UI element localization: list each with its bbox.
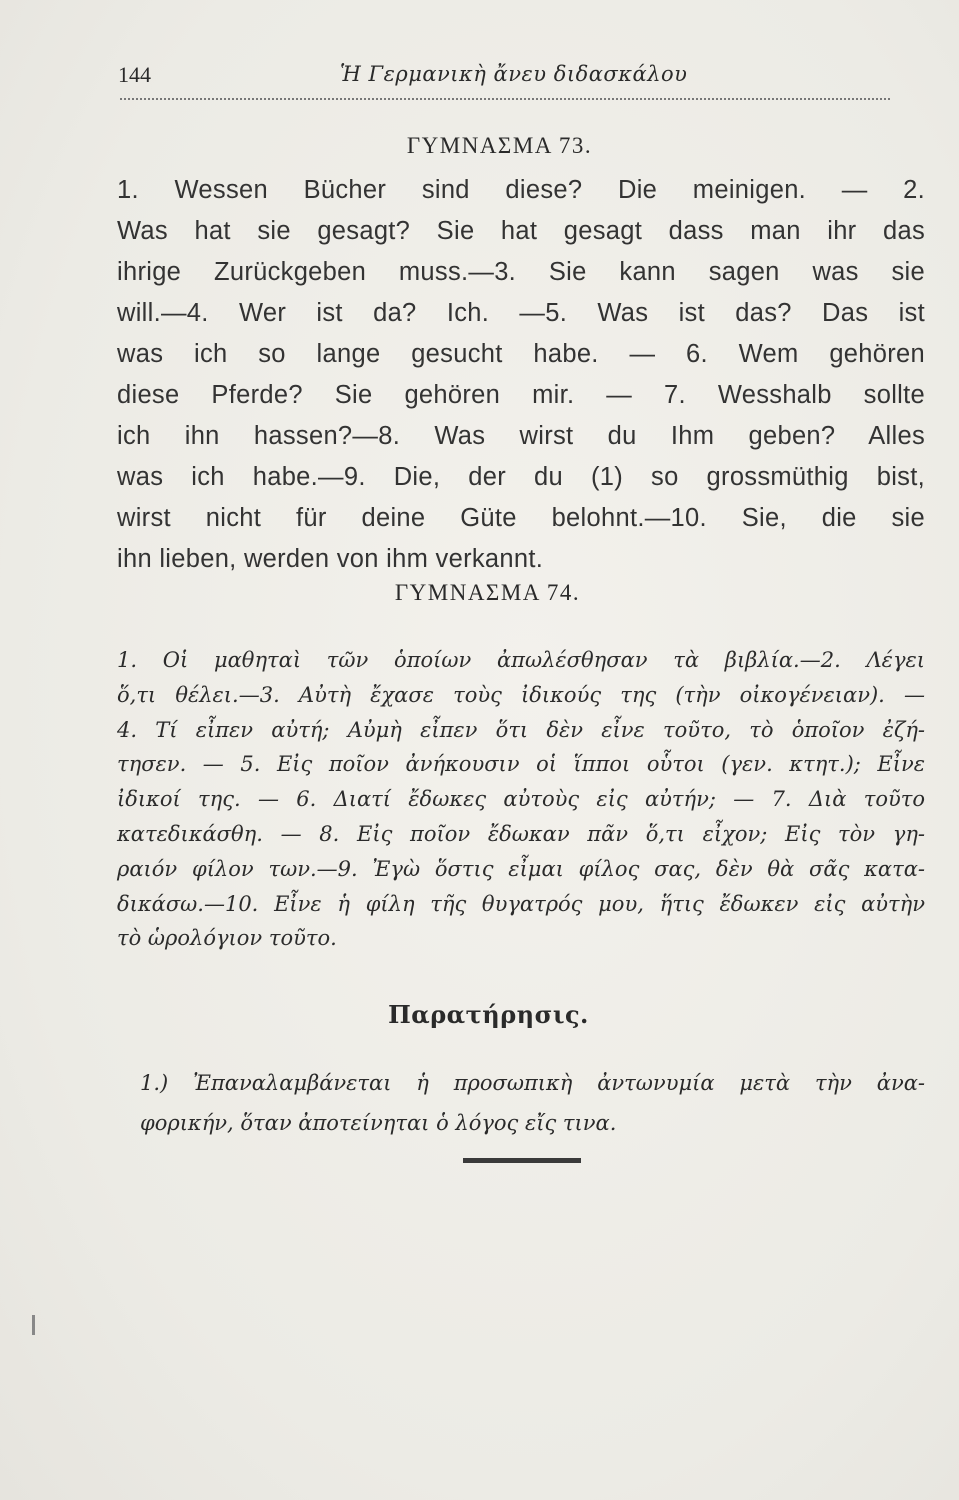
exercise-73-heading: ΓΥΜΝΑΣΜΑ 73. (406, 133, 593, 158)
margin-mark (32, 1315, 35, 1335)
notes-heading: Παρατήρησις. (388, 1000, 589, 1029)
text-line: wirst nicht für deine Güte belohnt.—10. Sie, die sie (117, 504, 925, 532)
text-line: ραιόν φίλον των.—9. Ἐγὼ ὅστις εἶμαι φίλος σας, δὲν θὰ σᾶς κατα- (117, 856, 925, 881)
text-line: ἰδικοί της. — 6. Διατί ἔδωκες αὐτοὺς εἰς αὐτήν; — 7. Διὰ τοῦτο (117, 787, 925, 812)
text-line: ich ihn hassen?—8. Was wirst du Ihm geben? Alles (117, 422, 925, 450)
running-title: Ἡ Γερμανικὴ ἄνευ διδασκάλου (340, 62, 688, 86)
text-line: 1. Wessen Bücher sind diese? Die meinigen. — 2. (117, 176, 925, 204)
page-number: 144 (118, 62, 151, 87)
text-line: ihrige Zurückgeben muss.—3. Sie kann sagen was sie (117, 258, 925, 286)
text-line: τησεν. — 5. Εἰς ποῖον ἀνήκουσιν οἱ ἵπποι οὗτοι (γεν. κτητ.); Εἶνε (117, 752, 925, 777)
text-line: will.—4. Wer ist da? Ich. —5. Was ist das? Das ist (117, 299, 925, 327)
header-divider (120, 94, 890, 100)
text-line: κατεδικάσθη. — 8. Εἰς ποῖον ἔδωκαν πᾶν ὅ,τι εἶχον; Εἰς τὸν γη- (117, 821, 925, 846)
text-line: was ich habe.—9. Die, der du (1) so grossmüthig bist, (117, 463, 925, 491)
text-line: was ich so lange gesucht habe. — 6. Wem gehören (117, 340, 925, 368)
text-line: Was hat sie gesagt? Sie hat gesagt dass man ihr das (117, 217, 925, 245)
text-line: τὸ ὡρολόγιον τοῦτο. (117, 926, 337, 951)
exercise-73-text (117, 170, 925, 580)
text-line: 1.) Ἐπαναλαμβάνεται ἡ προσωπικὴ ἀντωνυμία μετὰ τὴν ἀνα- (140, 1071, 925, 1095)
text-line: diese Pferde? Sie gehören mir. — 7. Wesshalb sollte (117, 381, 925, 409)
page-header (118, 62, 898, 92)
notes-text (140, 1063, 925, 1143)
end-divider (463, 1158, 581, 1163)
text-line: φορικήν, ὅταν ἀποτείνηται ὁ λόγος εἴς τινα. (140, 1111, 617, 1135)
exercise-74-heading: ΓΥΜΝΑΣΜΑ 74. (394, 580, 581, 605)
text-line: ὅ,τι θέλει.—3. Αὐτὴ ἔχασε τοὺς ἰδικούς της (τὴν οἰκογένειαν). — (117, 682, 925, 707)
text-line: δικάσω.—10. Εἶνε ἡ φίλη τῆς θυγατρός μου, ἥτις ἔδωκεν εἰς αὐτὴν (117, 891, 925, 916)
exercise-74-text (117, 643, 925, 956)
text-line: 4. Τί εἶπεν αὐτή; Αὐμὴ εἶπεν ὅτι δὲν εἶνε τοῦτο, τὸ ὁποῖον ἐζή- (117, 717, 925, 742)
text-line: ihn lieben, werden von ihm verkannt. (117, 545, 544, 573)
text-line: 1. Οἱ μαθηταὶ τῶν ὁποίων ἀπωλέσθησαν τὰ βιβλία.—2. Λέγει (117, 648, 925, 672)
